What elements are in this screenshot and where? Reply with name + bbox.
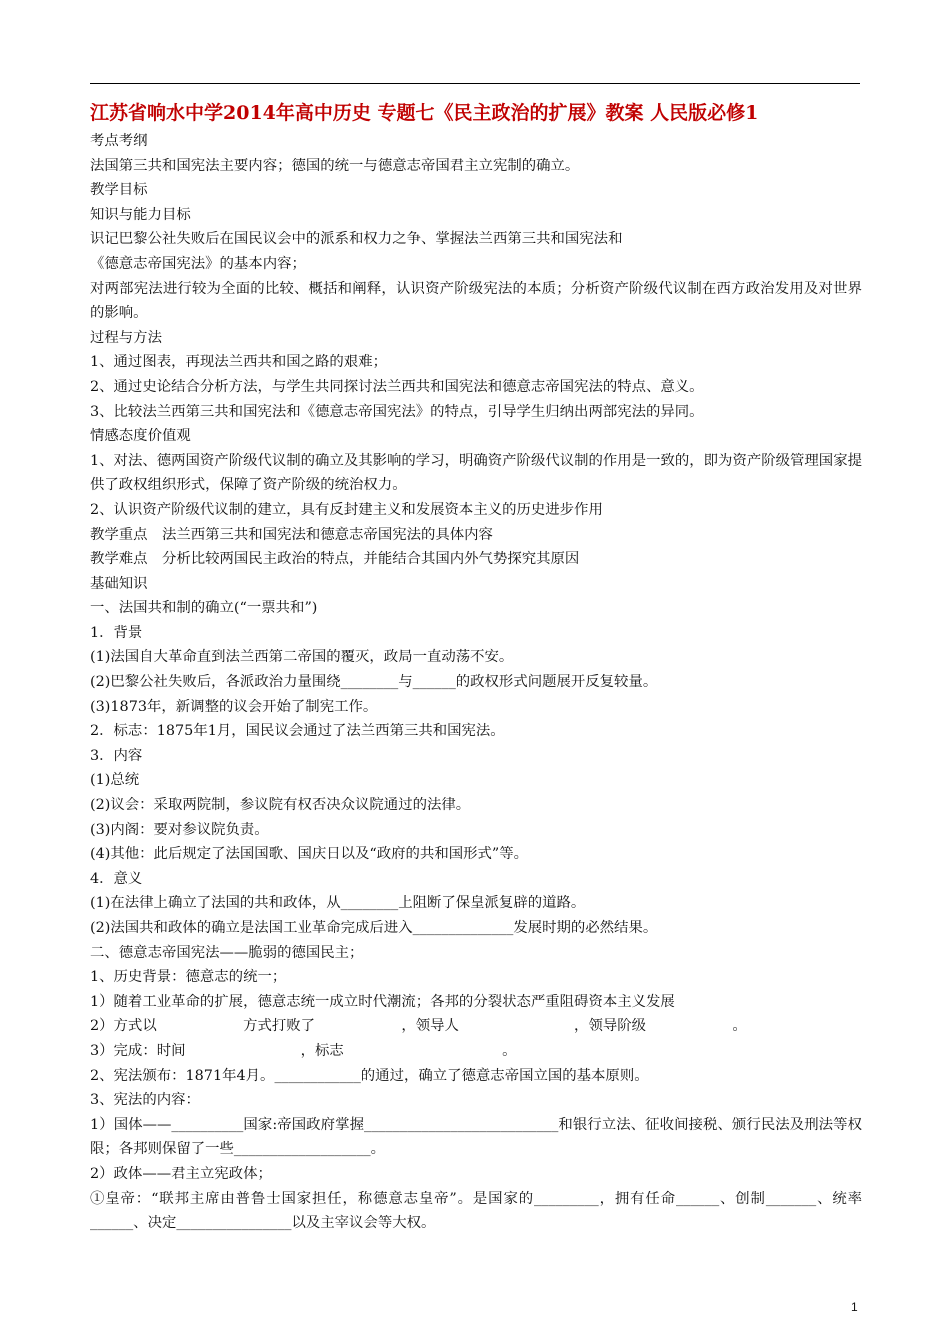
text-line: (2)巴黎公社失败后，各派政治力量围绕________与______的政权形式问题展开反复较量。	[90, 674, 658, 691]
text-line: 知识与能力目标	[90, 206, 191, 223]
text-line: 3．内容	[90, 747, 143, 764]
text-line: 教学难点 分析比较两国民主政治的特点，并能结合其国内外气势探究其原因	[90, 551, 580, 568]
page-number: 1	[851, 1300, 858, 1314]
text-line: 考点考纲	[90, 133, 148, 149]
text-line: (1)在法律上确立了法国的共和政体，从________上阻断了保皇派复辟的道路。	[90, 895, 586, 912]
text-line: 3、比较法兰西第三共和国宪法和《德意志帝国宪法》的特点，引导学生归纳出两部宪法的异同。	[90, 403, 704, 420]
text-line: 教学目标	[90, 182, 148, 199]
text-line: 《德意志帝国宪法》的基本内容；	[90, 255, 306, 272]
text-line: 2、宪法颁布：1871年4月。____________的通过，确立了德意志帝国立国的基本原则。	[90, 1067, 649, 1084]
text-line: 教学重点 法兰西第三共和国宪法和德意志帝国宪法的具体内容	[90, 526, 493, 543]
text-line: (3)内阁：要对参议院负责。	[90, 821, 269, 838]
text-line: 1、通过图表，再现法兰西共和国之路的艰难；	[90, 354, 387, 371]
text-line: 1）随着工业革命的扩展，德意志统一成立时代潮流；各邦的分裂状态严重阻碍资本主义发展	[90, 993, 675, 1010]
text-line: 2．标志：1875年1月，国民议会通过了法兰西第三共和国宪法。	[90, 723, 505, 740]
text-paragraph: 1）国体——__________国家:帝国政府掌握___________________________和银行立法、征收间接税、颁行民法及刑法等权限；各邦则保留了一些___________________。	[90, 1116, 862, 1158]
text-line: 3）完成：时间 ，标志 。	[90, 1042, 517, 1059]
text-line: 4．意义	[90, 870, 143, 887]
text-line: (4)其他：此后规定了法国国歌、国庆日以及“政府的共和国形式”等。	[90, 846, 529, 863]
text-line: 情感态度价值观	[90, 428, 191, 445]
text-paragraph: ①皇帝：“联邦主席由普鲁士国家担任，称德意志皇帝”。是国家的_________，拥有任命______、创制_______、统率______、决定________________以及主宰议会等大权。	[90, 1190, 862, 1232]
text-line: 2）政体——君主立宪政体；	[90, 1165, 272, 1182]
text-line: 3、宪法的内容：	[90, 1092, 200, 1109]
text-line: (2)法国共和政体的确立是法国工业革命完成后进入______________发展时期的必然结果。	[90, 920, 658, 936]
text-line: 二、德意志帝国宪法——脆弱的德国民主；	[90, 944, 364, 961]
document-title: 江苏省响水中学2014年高中历史 专题七《民主政治的扩展》教案 人民版必修1	[90, 102, 759, 124]
text-line: 基础知识	[90, 575, 148, 592]
text-line: 1．背景	[90, 624, 143, 641]
text-line: (2)议会：采取两院制，参议院有权否决众议院通过的法律。	[90, 797, 471, 814]
text-line: 1、历史背景：德意志的统一；	[90, 969, 287, 986]
text-line: 法国第三共和国宪法主要内容；德国的统一与德意志帝国君主立宪制的确立。	[90, 157, 580, 174]
text-paragraph: 对两部宪法进行较为全面的比较、概括和阐释，认识资产阶级宪法的本质；分析资产阶级代议制在西方政治发用及对世界的影响。	[90, 280, 862, 322]
text-line: (1)总统	[90, 772, 140, 789]
text-line: 一、法国共和制的确立(“一票共和”)	[90, 600, 318, 617]
document-body	[90, 129, 862, 1236]
text-line: 2、认识资产阶级代议制的建立，具有反封建主义和发展资本主义的历史进步作用	[90, 501, 603, 518]
text-line: (1)法国自大革命直到法兰西第二帝国的覆灭，政局一直动荡不安。	[90, 649, 514, 666]
text-line: (3)1873年，新调整的议会开始了制宪工作。	[90, 698, 378, 715]
text-line: 2、通过史论结合分析方法，与学生共同探讨法兰西共和国宪法和德意志帝国宪法的特点、意义。	[90, 378, 704, 395]
text-paragraph: 1、对法、德两国资产阶级代议制的确立及其影响的学习，明确资产阶级代议制的作用是一致的，即为资产阶级管理国家提供了政权组织形式，保障了资产阶级的统治权力。	[90, 452, 862, 494]
text-line: 过程与方法	[90, 329, 162, 346]
text-line: 识记巴黎公社失败后在国民议会中的派系和权力之争、掌握法兰西第三共和国宪法和	[90, 231, 623, 248]
header-rule	[90, 83, 860, 84]
text-line: 2）方式以 方式打败了 ，领导人 ，领导阶级 。	[90, 1018, 747, 1035]
